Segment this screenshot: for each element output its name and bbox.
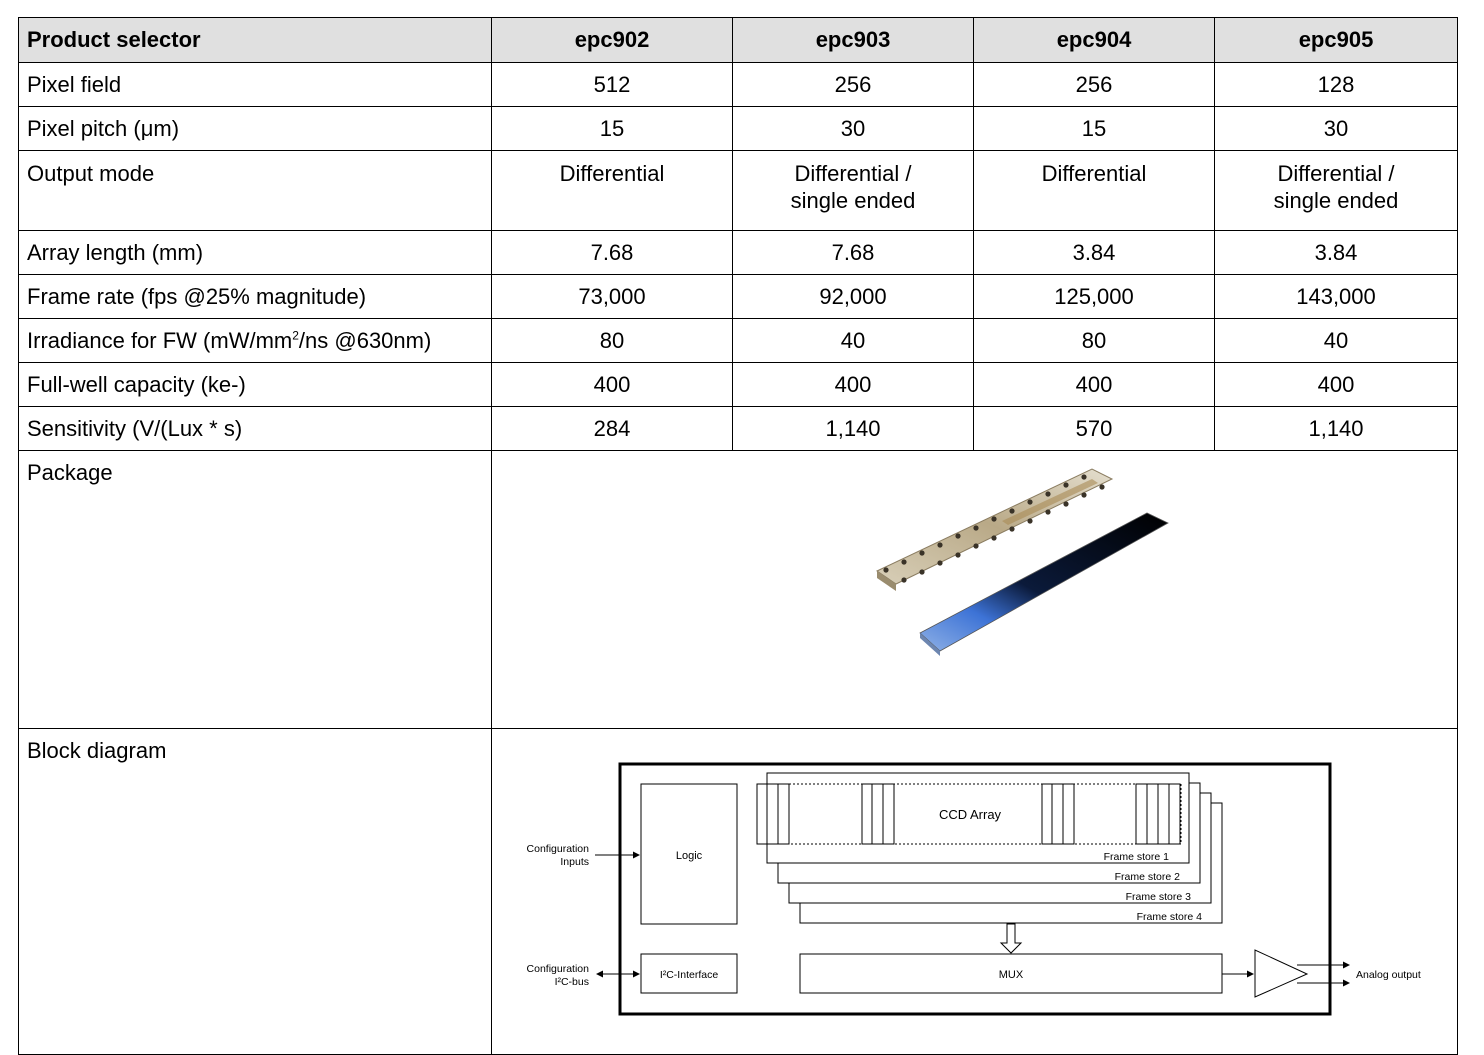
frame-store-4-label: Frame store 4	[1136, 911, 1202, 923]
product-selector-table	[18, 17, 1458, 1055]
row-irradiance	[19, 319, 1458, 363]
mux-block	[800, 954, 1222, 993]
config-inputs-label-1: Configuration	[526, 843, 589, 855]
cell: 3.84	[1215, 231, 1458, 275]
cell: 73,000	[492, 275, 733, 319]
cell: 15	[492, 107, 733, 151]
frame-store-3-label: Frame store 3	[1125, 891, 1191, 903]
row-label	[19, 319, 492, 363]
cell: Differential	[974, 151, 1215, 231]
i2c-interface-block	[641, 954, 737, 993]
cell: 15	[974, 107, 1215, 151]
cell: 1,140	[733, 407, 974, 451]
row-array-length	[19, 231, 1458, 275]
cell: 30	[733, 107, 974, 151]
cell: 92,000	[733, 275, 974, 319]
row-label: Output mode	[19, 151, 492, 231]
product-col-epc903: epc903	[733, 18, 974, 63]
row-label-post: /ns @630nm)	[298, 327, 432, 353]
logic-block	[641, 784, 737, 924]
amplifier-icon	[1255, 950, 1307, 997]
data-flow-arrow	[1001, 924, 1021, 953]
package-image	[492, 451, 1456, 719]
cell: 400	[492, 363, 733, 407]
logic-label: Logic	[675, 850, 703, 862]
frame-store-1-label: Frame store 1	[1103, 851, 1169, 863]
cell: 7.68	[733, 231, 974, 275]
row-block-diagram	[19, 729, 1458, 1055]
header-row	[19, 18, 1458, 63]
row-label: Pixel pitch (μm)	[19, 107, 492, 151]
cell: Differential	[492, 151, 733, 231]
product-col-epc902: epc902	[492, 18, 733, 63]
i2c-interface-label: I²C-Interface	[659, 969, 719, 981]
row-package	[19, 451, 1458, 729]
row-output-mode	[19, 151, 1458, 231]
row-sensitivity	[19, 407, 1458, 451]
ccd-array-label: CCD Array	[938, 807, 1002, 822]
cell: 512	[492, 63, 733, 107]
row-label: Sensitivity (V/(Lux * s)	[19, 407, 492, 451]
config-bus-label-2: I²C-bus	[554, 976, 589, 988]
row-label: Array length (mm)	[19, 231, 492, 275]
analog-output-label: Analog output	[1356, 969, 1421, 981]
row-pixel-field	[19, 63, 1458, 107]
mux-label: MUX	[998, 969, 1024, 981]
cell: Differential / single ended	[733, 151, 974, 231]
row-label: Package	[19, 451, 492, 729]
cell: 400	[1215, 363, 1458, 407]
cell: 400	[733, 363, 974, 407]
header-label: Product selector	[19, 18, 492, 63]
config-bus-label-1: Configuration	[526, 963, 589, 975]
cell: 256	[733, 63, 974, 107]
row-pixel-pitch	[19, 107, 1458, 151]
frame-store-2-label: Frame store 2	[1114, 871, 1180, 883]
cell: Differential / single ended	[1215, 151, 1458, 231]
product-col-epc904: epc904	[974, 18, 1215, 63]
cell: 400	[974, 363, 1215, 407]
cell: 80	[492, 319, 733, 363]
product-col-epc905: epc905	[1215, 18, 1458, 63]
cell: 143,000	[1215, 275, 1458, 319]
cell: 284	[492, 407, 733, 451]
package-image-cell	[492, 451, 1458, 729]
row-label-sup: 2	[292, 328, 299, 343]
row-frame-rate	[19, 275, 1458, 319]
config-inputs-label-2: Inputs	[560, 856, 589, 868]
block-diagram-cell	[492, 729, 1458, 1055]
cell: 3.84	[974, 231, 1215, 275]
row-label: Block diagram	[19, 729, 492, 1055]
cell: 30	[1215, 107, 1458, 151]
cell: 7.68	[492, 231, 733, 275]
cell: 128	[1215, 63, 1458, 107]
cell: 125,000	[974, 275, 1215, 319]
cell: 256	[974, 63, 1215, 107]
row-label: Pixel field	[19, 63, 492, 107]
row-full-well	[19, 363, 1458, 407]
row-label-pre: Irradiance for FW (mW/mm	[27, 327, 293, 353]
cell: 1,140	[1215, 407, 1458, 451]
cell: 570	[974, 407, 1215, 451]
cell: 40	[1215, 319, 1458, 363]
ccd-array	[757, 784, 1181, 844]
block-diagram	[492, 729, 1456, 1045]
cell: 40	[733, 319, 974, 363]
row-label: Frame rate (fps @25% magnitude)	[19, 275, 492, 319]
cell: 80	[974, 319, 1215, 363]
row-label: Full-well capacity (ke-)	[19, 363, 492, 407]
